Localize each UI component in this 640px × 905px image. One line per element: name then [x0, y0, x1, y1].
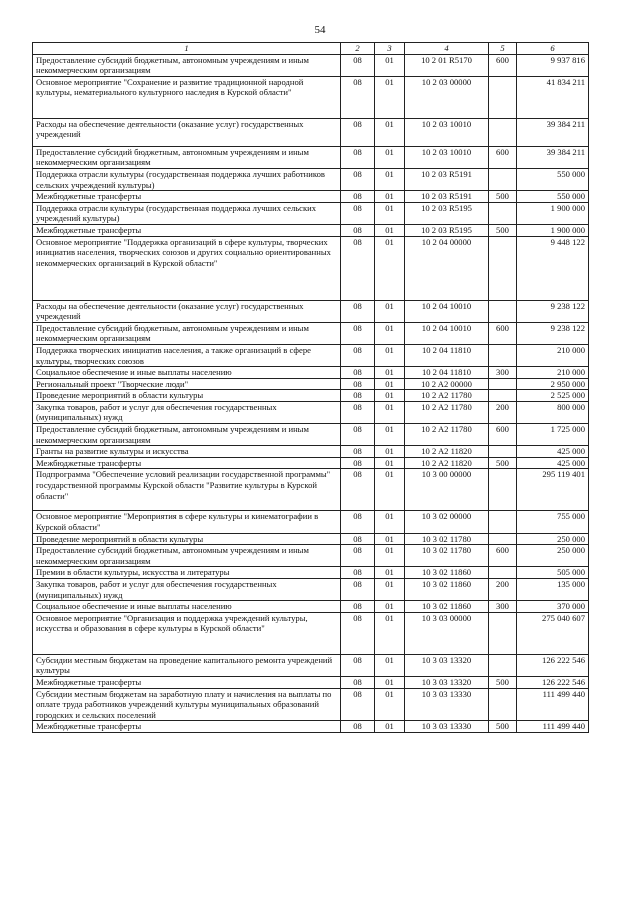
- row-section: 08: [341, 76, 375, 118]
- row-name: Основное мероприятие "Поддержка организаций в сфере культуры, творческих инициатив населения, творческих союзов и других социально ориентированных некоммерческих организаций в Курской области": [33, 236, 341, 300]
- row-amount: 9 238 122: [517, 300, 589, 322]
- row-target-article: 10 3 02 00000: [405, 511, 489, 533]
- row-amount: 425 000: [517, 457, 589, 469]
- row-name: Проведение мероприятий в области культуры: [33, 533, 341, 545]
- row-subsection: 01: [375, 146, 405, 168]
- row-target-article: 10 3 03 13330: [405, 688, 489, 721]
- row-section: 08: [341, 378, 375, 390]
- row-subsection: 01: [375, 54, 405, 76]
- row-section: 08: [341, 567, 375, 579]
- row-expense-type: [489, 612, 517, 654]
- row-amount: 210 000: [517, 344, 589, 366]
- row-section: 08: [341, 457, 375, 469]
- row-section: 08: [341, 688, 375, 721]
- table-row: [33, 469, 589, 511]
- row-section: 08: [341, 401, 375, 423]
- row-subsection: 01: [375, 721, 405, 733]
- row-name: Субсидии местным бюджетам на заработную плату и начисления на выплаты по оплате труда работников учреждений культуры муниципальных образований городских и сельских поселений: [33, 688, 341, 721]
- row-subsection: 01: [375, 401, 405, 423]
- row-expense-type: [489, 168, 517, 190]
- row-name: Расходы на обеспечение деятельности (оказание услуг) государственных учреждений: [33, 118, 341, 146]
- row-expense-type: [489, 390, 517, 402]
- row-name: Предоставление субсидий бюджетным, автономным учреждениям и иным некоммерческим организациям: [33, 54, 341, 76]
- row-subsection: 01: [375, 612, 405, 654]
- row-section: 08: [341, 146, 375, 168]
- row-subsection: 01: [375, 424, 405, 446]
- row-section: 08: [341, 446, 375, 458]
- row-subsection: 01: [375, 511, 405, 533]
- row-amount: 250 000: [517, 545, 589, 567]
- row-amount: 210 000: [517, 367, 589, 379]
- table-row: [33, 579, 589, 601]
- row-target-article: 10 2 04 00000: [405, 236, 489, 300]
- page-number: 54: [314, 24, 326, 36]
- row-name: Предоставление субсидий бюджетным, автономным учреждениям и иным некоммерческим организациям: [33, 545, 341, 567]
- row-amount: 250 000: [517, 533, 589, 545]
- table-header-row: [33, 43, 589, 55]
- row-subsection: 01: [375, 601, 405, 613]
- row-expense-type: [489, 76, 517, 118]
- row-target-article: 10 2 01 R5170: [405, 54, 489, 76]
- row-amount: 111 499 440: [517, 688, 589, 721]
- row-section: 08: [341, 545, 375, 567]
- row-target-article: 10 3 02 11780: [405, 545, 489, 567]
- row-target-article: 10 2 A2 11820: [405, 457, 489, 469]
- row-target-article: 10 2 03 R5195: [405, 224, 489, 236]
- row-name: Социальное обеспечение и иные выплаты населению: [33, 367, 341, 379]
- row-subsection: 01: [375, 191, 405, 203]
- header-subsection: 3: [375, 43, 405, 55]
- row-section: 08: [341, 300, 375, 322]
- row-name: Поддержка отрасли культуры (государственная поддержка лучших сельских учреждений культуры): [33, 202, 341, 224]
- row-name: Межбюджетные трансферты: [33, 457, 341, 469]
- header-expense-type: 5: [489, 43, 517, 55]
- row-section: 08: [341, 224, 375, 236]
- row-target-article: 10 2 03 10010: [405, 118, 489, 146]
- table-row: [33, 300, 589, 322]
- row-expense-type: [489, 469, 517, 511]
- table-row: [33, 401, 589, 423]
- row-expense-type: [489, 118, 517, 146]
- row-section: 08: [341, 533, 375, 545]
- row-target-article: 10 2 A2 11780: [405, 390, 489, 402]
- row-amount: 1 900 000: [517, 202, 589, 224]
- row-expense-type: 600: [489, 424, 517, 446]
- table-row: [33, 191, 589, 203]
- row-name: Межбюджетные трансферты: [33, 721, 341, 733]
- row-amount: 126 222 546: [517, 654, 589, 676]
- row-amount: 41 834 211: [517, 76, 589, 118]
- row-section: 08: [341, 721, 375, 733]
- table-row: [33, 224, 589, 236]
- row-name: Межбюджетные трансферты: [33, 191, 341, 203]
- row-amount: 1 900 000: [517, 224, 589, 236]
- row-name: Гранты на развитие культуры и искусства: [33, 446, 341, 458]
- row-subsection: 01: [375, 76, 405, 118]
- row-subsection: 01: [375, 688, 405, 721]
- row-subsection: 01: [375, 224, 405, 236]
- row-subsection: 01: [375, 322, 405, 344]
- table-row: [33, 236, 589, 300]
- row-name: Межбюджетные трансферты: [33, 676, 341, 688]
- row-subsection: 01: [375, 300, 405, 322]
- row-section: 08: [341, 612, 375, 654]
- row-amount: 550 000: [517, 191, 589, 203]
- table-row: [33, 676, 589, 688]
- row-amount: 295 119 401: [517, 469, 589, 511]
- row-section: 08: [341, 469, 375, 511]
- row-amount: 9 448 122: [517, 236, 589, 300]
- row-name: Социальное обеспечение и иные выплаты населению: [33, 601, 341, 613]
- table-row: [33, 688, 589, 721]
- row-expense-type: 600: [489, 146, 517, 168]
- row-target-article: 10 3 02 11860: [405, 601, 489, 613]
- table-row: [33, 344, 589, 366]
- row-section: 08: [341, 676, 375, 688]
- row-name: Проведение мероприятий в области культуры: [33, 390, 341, 402]
- table-row: [33, 390, 589, 402]
- table-row: [33, 378, 589, 390]
- row-target-article: 10 3 02 11780: [405, 533, 489, 545]
- row-amount: 2 950 000: [517, 378, 589, 390]
- header-section: 2: [341, 43, 375, 55]
- row-expense-type: 600: [489, 545, 517, 567]
- row-expense-type: [489, 202, 517, 224]
- header-target-article: 4: [405, 43, 489, 55]
- row-name: Основное мероприятие "Сохранение и развитие традиционной народной культуры, нематериального культурного наследия в Курской области": [33, 76, 341, 118]
- table-row: [33, 146, 589, 168]
- row-section: 08: [341, 344, 375, 366]
- table-row: [33, 654, 589, 676]
- row-subsection: 01: [375, 446, 405, 458]
- table-row: [33, 76, 589, 118]
- row-section: 08: [341, 390, 375, 402]
- row-target-article: 10 2 04 11810: [405, 344, 489, 366]
- row-name: Основное мероприятие "Мероприятия в сфере культуры и кинематографии в Курской области": [33, 511, 341, 533]
- table-row: [33, 545, 589, 567]
- row-expense-type: [489, 300, 517, 322]
- row-expense-type: 500: [489, 676, 517, 688]
- row-section: 08: [341, 424, 375, 446]
- table-row: [33, 54, 589, 76]
- row-expense-type: 500: [489, 224, 517, 236]
- row-amount: 135 000: [517, 579, 589, 601]
- row-target-article: 10 3 02 11860: [405, 579, 489, 601]
- header-name: 1: [33, 43, 341, 55]
- row-name: Предоставление субсидий бюджетным, автономным учреждениям и иным некоммерческим организациям: [33, 322, 341, 344]
- row-target-article: 10 3 03 13320: [405, 654, 489, 676]
- row-subsection: 01: [375, 367, 405, 379]
- row-amount: 111 499 440: [517, 721, 589, 733]
- row-subsection: 01: [375, 457, 405, 469]
- table-row: [33, 601, 589, 613]
- row-subsection: 01: [375, 168, 405, 190]
- table-row: [33, 322, 589, 344]
- row-expense-type: 500: [489, 457, 517, 469]
- row-expense-type: [489, 236, 517, 300]
- row-target-article: 10 2 A2 11780: [405, 424, 489, 446]
- table-row: [33, 168, 589, 190]
- row-subsection: 01: [375, 118, 405, 146]
- row-subsection: 01: [375, 236, 405, 300]
- row-section: 08: [341, 54, 375, 76]
- row-amount: 39 384 211: [517, 146, 589, 168]
- row-subsection: 01: [375, 676, 405, 688]
- row-amount: 800 000: [517, 401, 589, 423]
- row-name: Закупка товаров, работ и услуг для обеспечения государственных (муниципальных) нужд: [33, 579, 341, 601]
- row-subsection: 01: [375, 469, 405, 511]
- row-section: 08: [341, 236, 375, 300]
- row-amount: 9 937 816: [517, 54, 589, 76]
- row-amount: 755 000: [517, 511, 589, 533]
- row-target-article: 10 2 A2 00000: [405, 378, 489, 390]
- row-expense-type: [489, 344, 517, 366]
- row-subsection: 01: [375, 202, 405, 224]
- row-name: Закупка товаров, работ и услуг для обеспечения государственных (муниципальных) нужд: [33, 401, 341, 423]
- row-name: Основное мероприятие "Организация и поддержка учреждений культуры, искусства и образования в сфере культуры в Курской области": [33, 612, 341, 654]
- row-target-article: 10 2 03 10010: [405, 146, 489, 168]
- row-name: Поддержка отрасли культуры (государственная поддержка лучших работников сельских учреждений культуры): [33, 168, 341, 190]
- row-amount: 370 000: [517, 601, 589, 613]
- row-section: 08: [341, 601, 375, 613]
- table-row: [33, 367, 589, 379]
- row-name: Региональный проект "Творческие люди": [33, 378, 341, 390]
- row-expense-type: 600: [489, 322, 517, 344]
- row-name: Поддержка творческих инициатив населения, а также организаций в сфере культуры, творческих союзов: [33, 344, 341, 366]
- row-section: 08: [341, 367, 375, 379]
- row-subsection: 01: [375, 545, 405, 567]
- row-target-article: 10 3 03 13330: [405, 721, 489, 733]
- row-subsection: 01: [375, 344, 405, 366]
- row-target-article: 10 2 04 10010: [405, 300, 489, 322]
- row-expense-type: 200: [489, 401, 517, 423]
- row-subsection: 01: [375, 390, 405, 402]
- table-row: [33, 567, 589, 579]
- row-name: Расходы на обеспечение деятельности (оказание услуг) государственных учреждений: [33, 300, 341, 322]
- row-target-article: 10 3 00 00000: [405, 469, 489, 511]
- table-row: [33, 118, 589, 146]
- row-amount: 126 222 546: [517, 676, 589, 688]
- row-expense-type: [489, 378, 517, 390]
- row-amount: 275 040 607: [517, 612, 589, 654]
- row-target-article: 10 3 03 13320: [405, 676, 489, 688]
- row-expense-type: 500: [489, 191, 517, 203]
- row-target-article: 10 3 02 11860: [405, 567, 489, 579]
- row-subsection: 01: [375, 533, 405, 545]
- row-expense-type: [489, 533, 517, 545]
- row-name: Субсидии местным бюджетам на проведение капитального ремонта учреждений культуры: [33, 654, 341, 676]
- row-name: Межбюджетные трансферты: [33, 224, 341, 236]
- row-section: 08: [341, 118, 375, 146]
- row-target-article: 10 2 03 R5195: [405, 202, 489, 224]
- row-name: Предоставление субсидий бюджетным, автономным учреждениям и иным некоммерческим организациям: [33, 146, 341, 168]
- row-subsection: 01: [375, 654, 405, 676]
- row-amount: 425 000: [517, 446, 589, 458]
- row-expense-type: [489, 511, 517, 533]
- table-row: [33, 533, 589, 545]
- header-amount: 6: [517, 43, 589, 55]
- row-target-article: 10 2 04 10010: [405, 322, 489, 344]
- row-expense-type: 300: [489, 601, 517, 613]
- table-row: [33, 202, 589, 224]
- table-row: [33, 424, 589, 446]
- row-section: 08: [341, 654, 375, 676]
- row-subsection: 01: [375, 567, 405, 579]
- row-expense-type: 600: [489, 54, 517, 76]
- budget-table: [32, 42, 589, 733]
- row-subsection: 01: [375, 378, 405, 390]
- row-amount: 550 000: [517, 168, 589, 190]
- row-target-article: 10 2 A2 11780: [405, 401, 489, 423]
- row-section: 08: [341, 322, 375, 344]
- row-expense-type: [489, 688, 517, 721]
- row-expense-type: 300: [489, 367, 517, 379]
- row-section: 08: [341, 202, 375, 224]
- row-section: 08: [341, 511, 375, 533]
- row-name: Предоставление субсидий бюджетным, автономным учреждениям и иным некоммерческим организациям: [33, 424, 341, 446]
- table-row: [33, 721, 589, 733]
- table-row: [33, 612, 589, 654]
- row-expense-type: 200: [489, 579, 517, 601]
- row-expense-type: [489, 654, 517, 676]
- row-expense-type: [489, 446, 517, 458]
- row-amount: 1 725 000: [517, 424, 589, 446]
- row-expense-type: [489, 567, 517, 579]
- row-name: Подпрограмма "Обеспечение условий реализации государственной программы" государственной программы Курской области "Развитие культуры в Курской области": [33, 469, 341, 511]
- row-target-article: 10 2 03 R5191: [405, 191, 489, 203]
- row-subsection: 01: [375, 579, 405, 601]
- row-section: 08: [341, 168, 375, 190]
- table-row: [33, 446, 589, 458]
- row-amount: 2 525 000: [517, 390, 589, 402]
- row-amount: 505 000: [517, 567, 589, 579]
- row-target-article: 10 3 03 00000: [405, 612, 489, 654]
- row-section: 08: [341, 579, 375, 601]
- row-target-article: 10 2 03 00000: [405, 76, 489, 118]
- row-name: Премии в области культуры, искусства и литературы: [33, 567, 341, 579]
- row-expense-type: 500: [489, 721, 517, 733]
- row-section: 08: [341, 191, 375, 203]
- table-row: [33, 511, 589, 533]
- row-amount: 9 238 122: [517, 322, 589, 344]
- row-target-article: 10 2 A2 11820: [405, 446, 489, 458]
- row-amount: 39 384 211: [517, 118, 589, 146]
- row-target-article: 10 2 04 11810: [405, 367, 489, 379]
- row-target-article: 10 2 03 R5191: [405, 168, 489, 190]
- table-row: [33, 457, 589, 469]
